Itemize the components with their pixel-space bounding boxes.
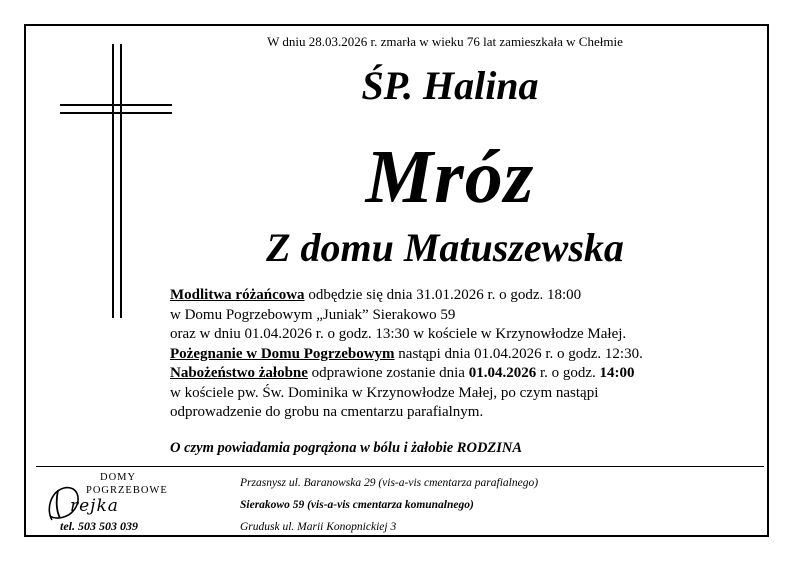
address-przasnysz: Przasnysz ul. Baranowska 29 (vis-a-vis cmentarza parafialnego) (240, 477, 539, 489)
address-grudusk: Grudusk ul. Marii Konopnickiej 3 (240, 521, 397, 533)
burial-line: odprowadzenie do grobu na cmentarzu parafialnym. (170, 404, 484, 420)
address-sierakowo: Sierakowo 59 (vis-a-vis cmentarza komunalnego) (240, 499, 474, 511)
rosary-line (170, 286, 740, 306)
mass-text: odprawione zostanie dnia (307, 365, 469, 381)
death-notice-line: W dniu 28.03.2026 r. zmarła w wieku 76 lat zamieszkała w Chełmie (267, 34, 623, 49)
farewell-line (170, 345, 740, 365)
mass-time: 14:00 (599, 365, 635, 381)
church-line: w kościele pw. Św. Dominika w Krzynowłodze Małej, po czym nastąpi (170, 384, 599, 401)
mass-text: r. o godz. (536, 365, 600, 381)
logo-line-2: POGRZEBOWE (86, 485, 168, 496)
cross-horizontal-bar (60, 104, 172, 106)
footer-divider (36, 466, 764, 467)
first-name-heading: ŚP. Halina (361, 63, 539, 108)
rosary-label: Modlitwa różańcowa (170, 287, 305, 303)
cross-vertical-bar (120, 44, 122, 318)
farewell-text: nastąpi dnia 01.04.2026 r. o godz. 12:30. (394, 345, 643, 362)
mass-label: Nabożeństwo żałobne (170, 365, 308, 381)
cross-horizontal-bar (60, 112, 172, 114)
logo-line-3: rejka (70, 496, 119, 516)
mass-date: 01.04.2026 (468, 365, 537, 381)
cross-vertical-bar (112, 44, 114, 318)
funeral-home-line: w Domu Pogrzebowym „Juniak” Sierakowo 59 (170, 306, 456, 323)
farewell-label: Pożegnanie w Domu Pogrzebowym (170, 345, 395, 362)
surname-heading: Mróz (365, 135, 535, 219)
ceremony-details (170, 286, 740, 423)
church-rosary-line: oraz w dniu 01.04.2026 r. o godz. 13:30 w kościele w Krzynowłodze Małej. (170, 326, 627, 342)
logo-line-1: DOMY (100, 472, 137, 483)
maiden-name-heading: Z domu Matuszewska (266, 225, 624, 270)
phone-number: tel. 503 503 039 (60, 519, 138, 533)
rosary-text: odbędzie się dnia 31.01.2026 r. o godz. 18:00 (304, 287, 582, 303)
mass-line (170, 364, 740, 384)
family-closing: O czym powiadamia pogrążona w bólu i żałobie RODZINA (170, 440, 523, 456)
